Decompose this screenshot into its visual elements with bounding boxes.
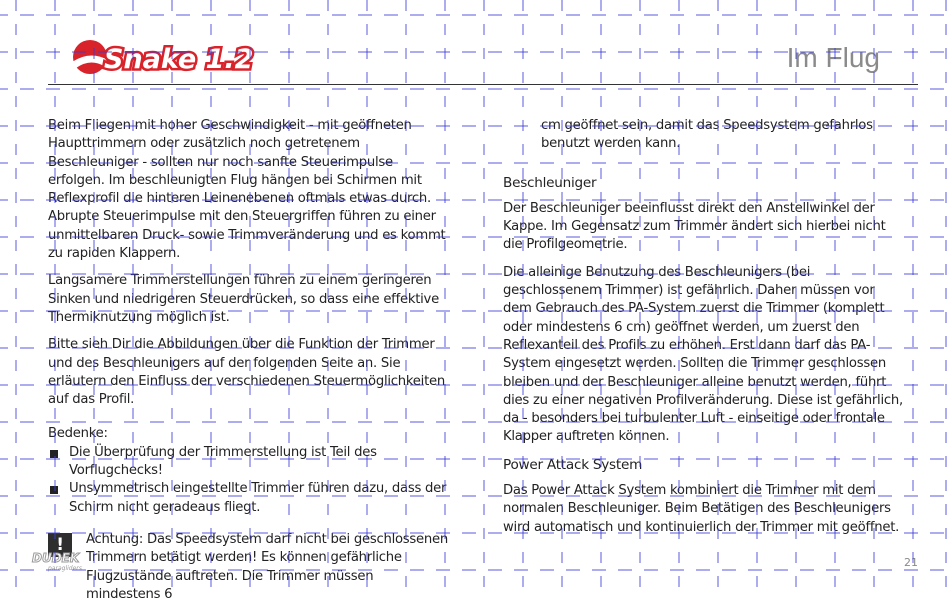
paragraph: Langsamere Trimmerstellungen führen zu einem geringeren Sinken und niedrigeren Steuerdrücken, so dass eine effektive Thermiknutzung möglich ist. (48, 273, 439, 325)
list-item-text: Die Überprüfung der Trimmerstellung ist Teil des Vorflugchecks! (69, 444, 377, 479)
dudek-logo-subtext: paragliders (48, 565, 82, 572)
heading-beschleuniger: Beschleuniger (503, 174, 597, 191)
header-divider (48, 84, 918, 85)
list-item (48, 480, 448, 517)
page-number: 21 (904, 556, 918, 569)
list-item-text: Unsymmetrisch eingestellte Trimmer führen dazu, dass der Schirm nicht geradeaus fliegt. (69, 481, 447, 515)
paragraph: Die alleinige Benutzung des Beschleunigers (bei geschlossenem Trimmer) ist gefährlich. Daher müssen vor dem Gebrauch des PA-System zuerst die Trimmer (komplett oder mindestens 6 cm) geöffnet werden, um zuerst den Reflexanteil des Profils zu erhöhen. Erst dann darf das PA-System eingesetzt werden. Sollten die Trimmer geschlossen bleiben und der Beschleuniger alleine benutzt werden, führt dies zu einer negativen Profilveränderung. Diese ist gefährlich, da - besonders bei turbulenter Luft - einseitige oder frontale Klapper auftreten können. (503, 264, 903, 445)
paragraph: Bitte sieh Dir die Abbildungen über die Funktion der Trimmer und des Beschleunigers auf der folgenden Seite an. Sie erläutern den Einfluss der verschiedenen Steuermöglichkeiten auf das Profil. (48, 337, 445, 408)
bullet-square-icon (50, 450, 58, 458)
bullet-square-icon (50, 486, 58, 494)
list-item (48, 444, 448, 481)
warning-label: Achtung: (86, 531, 144, 547)
continuation-text: cm geöffnet sein, damit das Speedsystem gefahrlos benutzt werden kann. (541, 118, 873, 152)
warning-text: Das Speedsystem darf nicht bei geschlossenen Trimmern betätigt werden! Es können gefährliche Flugzustände auftreten. Die Trimmer müssen mindestens 6 (86, 531, 448, 602)
section-title: Im Flug (786, 42, 880, 73)
warning-box (48, 531, 448, 604)
dudek-logo-text: DUDEK (32, 551, 80, 565)
snake-logo (68, 38, 268, 76)
left-column (48, 117, 448, 604)
paragraph: Das Power Attack System kombiniert die Trimmer mit dem normalen Beschleuniger. Beim Betätigen des Beschleunigers wird automatisch und kontinuierlich der Trimmer mit geöffnet. (503, 483, 900, 535)
dudek-logo (30, 550, 94, 572)
bullet-list (48, 444, 448, 517)
right-column (503, 117, 903, 546)
paragraph: Beim Fliegen mit hoher Geschwindigkeit - mit geöffneten Haupttrimmern oder zusätzlich noch getretenem Beschleuniger - sollten nur noch sanfte Steuerimpulse erfolgen. Im beschleunigten Flug hängen bei Schirmen mit Reflexprofil die hinteren Leinenebenen oftmals etwas durch. Abrupte Steuerimpulse mit den Steuergriffen führen zu einer unmittelbaren Druck- sowie Trimmveränderung und es kommt zu rapiden Klappern. (48, 118, 446, 262)
paragraph: Der Beschleuniger beeinflusst direkt den Anstellwinkel der Kappe. Im Gegensatz zum Trimmer ändert sich hierbei nicht die Profilgeometrie. (503, 200, 886, 253)
exclamation-icon: ! (48, 533, 72, 557)
heading-power-attack: Power Attack System (503, 456, 643, 473)
bedenke-label: Bedenke: (48, 426, 108, 442)
logo-text: Snake 1.2 (104, 44, 254, 75)
